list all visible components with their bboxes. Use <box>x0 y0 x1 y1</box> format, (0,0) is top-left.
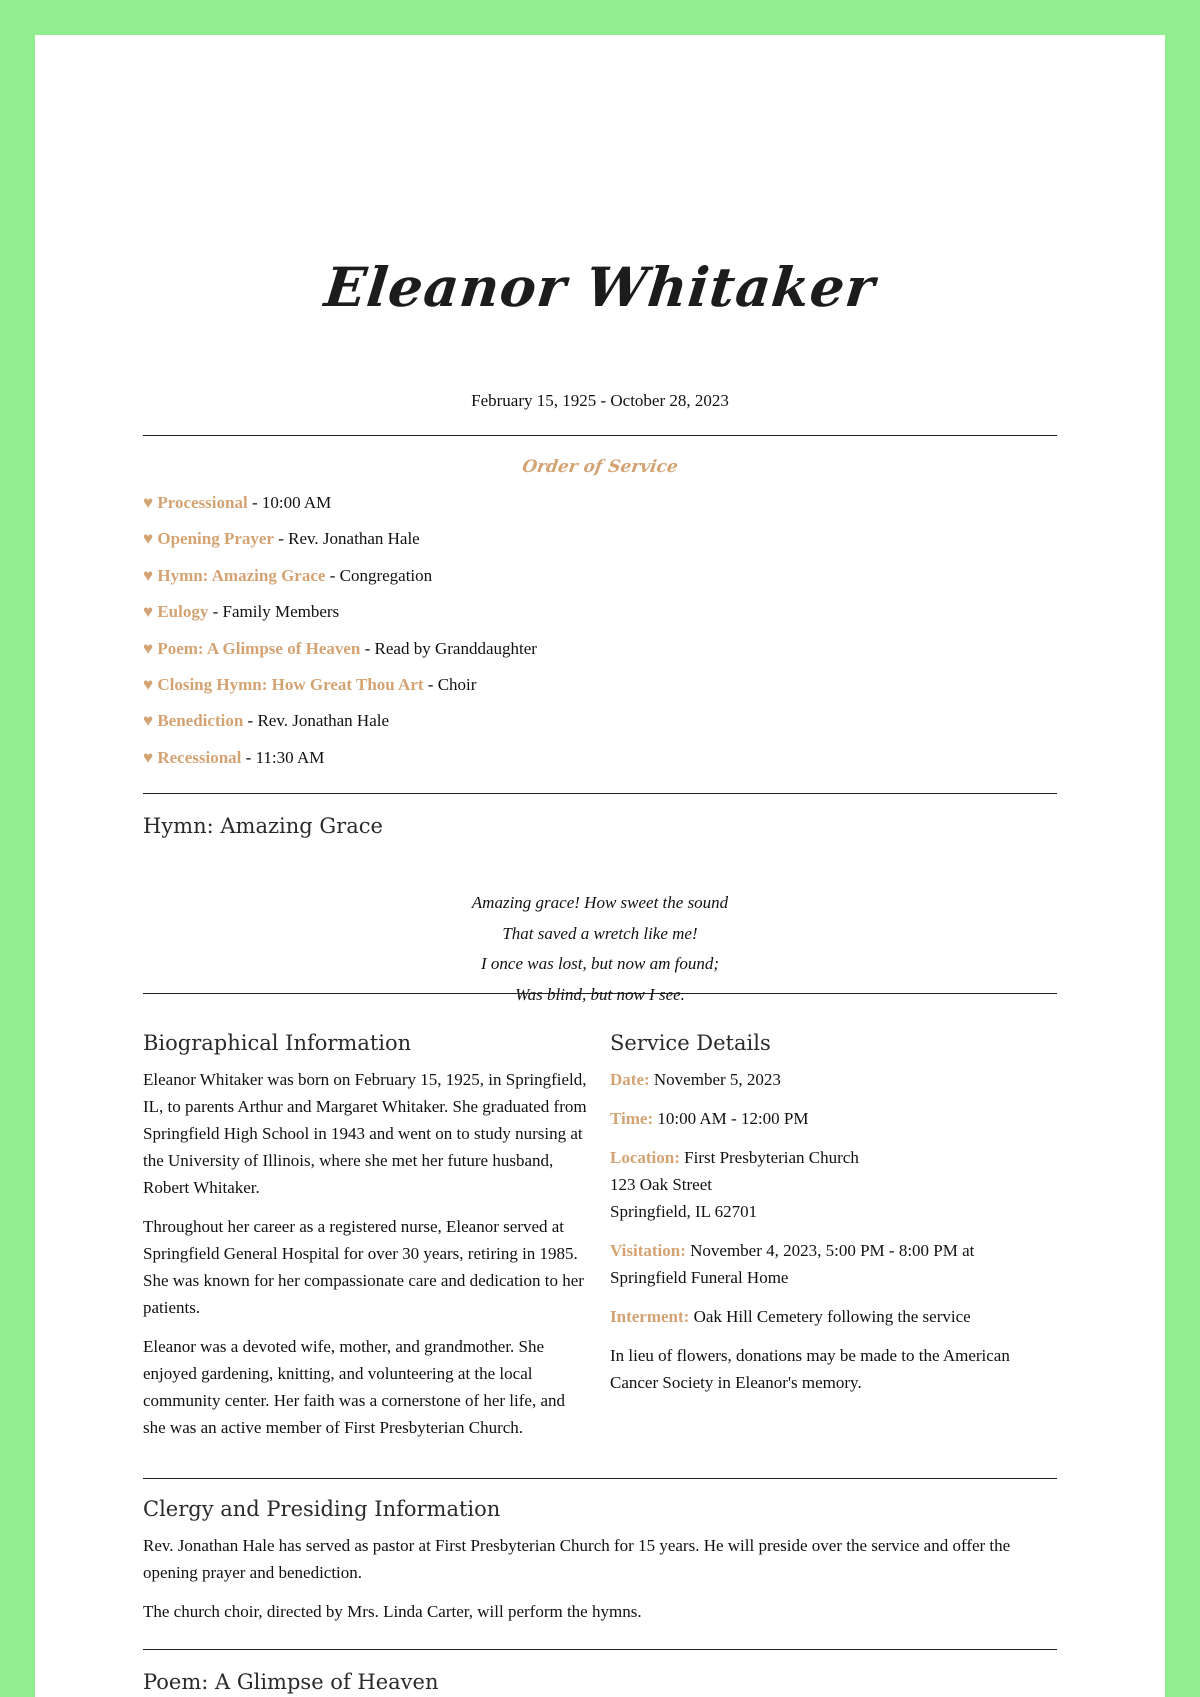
date-value: November 5, 2023 <box>653 1070 781 1089</box>
hymn-lyrics <box>143 893 1057 1015</box>
service-item <box>143 602 1057 638</box>
bio-title: Biographical Information <box>143 1031 412 1055</box>
location-city: Springfield, IL 62701 <box>610 1202 758 1221</box>
visitation-label: Visitation: <box>610 1241 686 1260</box>
service-item-name: Recessional <box>157 747 242 767</box>
bio-section <box>143 1031 588 1453</box>
service-item <box>143 529 1057 565</box>
separator: - <box>212 602 223 622</box>
order-of-service-title: Order of Service <box>520 457 680 477</box>
service-item-name: Poem: A Glimpse of Heaven <box>157 638 361 658</box>
divider <box>143 1478 1057 1479</box>
hymn-line: I once was lost, but now am found; <box>481 954 719 973</box>
bio-paragraph: Throughout her career as a registered nurse, Eleanor served at Springfield General Hospital for over 30 years, retiring in 1985. She was known for her compassionate care and dedication to her patients. <box>143 1217 584 1317</box>
heart-icon: ♥ <box>143 565 154 585</box>
service-item <box>143 639 1057 675</box>
clergy-paragraph: Rev. Jonathan Hale has served as pastor at First Presbyterian Church for 15 years. He will preside over the service and offer the opening prayer and benediction. <box>143 1536 1011 1582</box>
service-item <box>143 675 1057 711</box>
heart-icon: ♥ <box>143 602 154 622</box>
service-time <box>610 1105 1055 1132</box>
service-item-name: Opening Prayer <box>157 529 274 549</box>
service-details-title: Service Details <box>610 1031 771 1055</box>
service-item-detail: Choir <box>437 674 477 694</box>
divider <box>143 435 1057 436</box>
service-location <box>610 1144 1055 1225</box>
hymn-line: Amazing grace! How sweet the sound <box>471 893 729 912</box>
separator: - <box>364 638 375 658</box>
clergy-title: Clergy and Presiding Information <box>143 1497 501 1521</box>
service-interment <box>610 1303 1055 1330</box>
bio-paragraph: Eleanor was a devoted wife, mother, and grandmother. She enjoyed gardening, knitting, and volunteering at the local community center. Her faith was a cornerstone of her life, and she was an active member of First Presbyterian Church. <box>143 1337 566 1437</box>
service-item-name: Closing Hymn: How Great Thou Art <box>157 674 424 694</box>
service-item-detail: 11:30 AM <box>255 747 325 767</box>
bio-paragraph: Eleanor Whitaker was born on February 15, 1925, in Springfield, IL, to parents Arthur and Margaret Whitaker. She graduated from Springfield High School in 1943 and went on to study nursing at the University of Illinois, where she met her future husband, Robert Whitaker. <box>143 1070 587 1197</box>
time-value: 10:00 AM - 12:00 PM <box>657 1109 809 1128</box>
service-item-name: Eulogy <box>157 602 209 622</box>
hymn-title: Hymn: Amazing Grace <box>143 814 383 838</box>
poem-title: Poem: A Glimpse of Heaven <box>143 1670 439 1694</box>
location-name: First Presbyterian Church <box>684 1148 859 1167</box>
heart-icon: ♥ <box>143 493 154 512</box>
service-item-detail: Family Members <box>222 602 340 622</box>
visitation-value: November 4, 2023, 5:00 PM - 8:00 PM at Springfield Funeral Home <box>610 1241 975 1287</box>
donations-note: In lieu of flowers, donations may be made to the American Cancer Society in Eleanor's memory. <box>610 1346 1010 1392</box>
service-details-section <box>610 1031 1055 1408</box>
heart-icon: ♥ <box>143 674 154 694</box>
service-item <box>143 566 1057 602</box>
service-item <box>143 493 1057 529</box>
separator: - <box>251 493 262 512</box>
hymn-line: That saved a wretch like me! <box>502 923 698 943</box>
service-item-detail: 10:00 AM <box>261 493 332 512</box>
heart-icon: ♥ <box>143 638 154 658</box>
service-item-name: Processional <box>157 493 248 512</box>
service-item-name: Benediction <box>157 711 244 731</box>
heart-icon: ♥ <box>143 529 154 549</box>
heart-icon: ♥ <box>143 711 154 731</box>
service-item <box>143 711 1057 747</box>
program-page <box>35 35 1165 1697</box>
separator: - <box>245 747 256 767</box>
order-of-service-list <box>143 493 1057 784</box>
clergy-paragraph: The church choir, directed by Mrs. Linda Carter, will perform the hymns. <box>143 1602 642 1621</box>
location-label: Location: <box>610 1148 680 1167</box>
date-label: Date: <box>610 1070 650 1089</box>
separator: - <box>247 711 258 731</box>
hymn-line: Was blind, but now I see. <box>515 984 685 1004</box>
divider <box>143 793 1057 794</box>
interment-label: Interment: <box>610 1307 690 1326</box>
interment-value: Oak Hill Cemetery following the service <box>693 1307 971 1326</box>
time-label: Time: <box>610 1109 654 1128</box>
clergy-section <box>143 1497 1057 1637</box>
service-item-detail: Read by Granddaughter <box>374 638 537 658</box>
service-visitation <box>610 1237 1055 1291</box>
separator: - <box>427 674 438 694</box>
service-item-detail: Rev. Jonathan Hale <box>288 529 420 549</box>
separator: - <box>329 565 340 585</box>
service-item-name: Hymn: Amazing Grace <box>157 565 326 585</box>
heart-icon: ♥ <box>143 747 154 767</box>
divider <box>143 993 1057 994</box>
deceased-name: Eleanor Whitaker <box>321 255 879 319</box>
location-street: 123 Oak Street <box>610 1175 712 1194</box>
separator: - <box>278 529 289 549</box>
service-item-detail: Rev. Jonathan Hale <box>257 711 390 731</box>
life-dates: February 15, 1925 - October 28, 2023 <box>471 391 729 410</box>
service-item <box>143 748 1057 784</box>
service-date <box>610 1066 1055 1093</box>
divider <box>143 1649 1057 1650</box>
service-item-detail: Congregation <box>339 565 433 585</box>
